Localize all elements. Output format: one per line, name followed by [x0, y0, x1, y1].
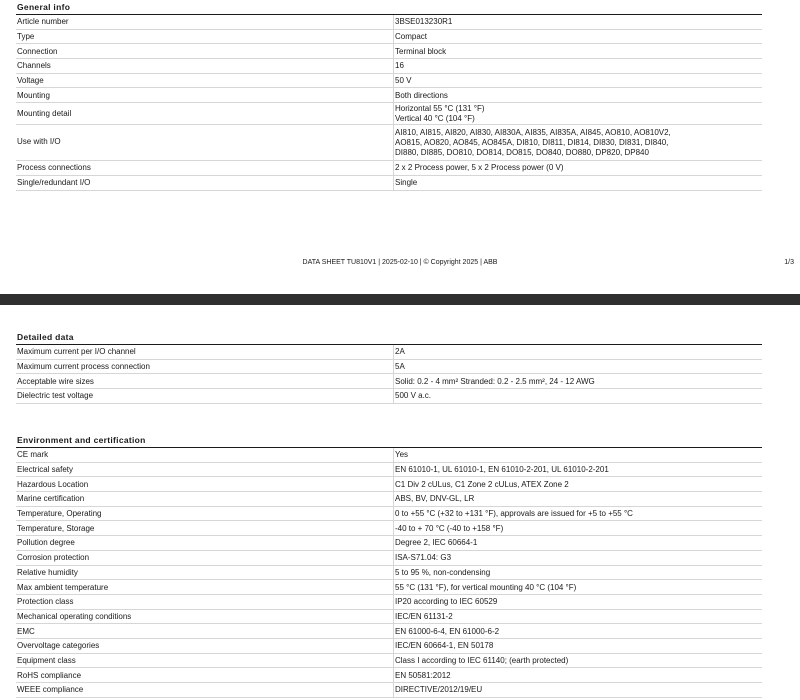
row-label: Single/redundant I/O — [16, 175, 394, 190]
row-value: IEC/EN 61131-2 — [394, 609, 763, 624]
row-value: Single — [394, 175, 763, 190]
row-label: Temperature, Storage — [16, 521, 394, 536]
row-value: 5 to 95 %, non-condensing — [394, 565, 763, 580]
row-value: Solid: 0.2 - 4 mm² Stranded: 0.2 - 2.5 mm², 24 - 12 AWG — [394, 374, 763, 389]
table-row — [16, 565, 762, 580]
row-label: Mounting detail — [16, 103, 394, 125]
table-row — [16, 161, 762, 176]
detailed-data-section — [16, 330, 762, 404]
table-row — [16, 624, 762, 639]
table-row — [16, 594, 762, 609]
row-value: Class I according to IEC 61140; (earth protected) — [394, 653, 763, 668]
row-value — [394, 103, 763, 125]
table-row — [16, 15, 762, 29]
row-label: EMC — [16, 624, 394, 639]
row-label: Temperature, Operating — [16, 506, 394, 521]
row-label: Electrical safety — [16, 462, 394, 477]
row-value: EN 61010-1, UL 61010-1, EN 61010-2-201, UL 61010-2-201 — [394, 462, 763, 477]
row-label: Use with I/O — [16, 125, 394, 161]
row-value: ABS, BV, DNV-GL, LR — [394, 492, 763, 507]
row-label: Process connections — [16, 161, 394, 176]
row-label: Max ambient temperature — [16, 580, 394, 595]
page-footer: DATA SHEET TU810V1 | 2025-02-10 | © Copyright 2025 | ABB — [302, 259, 498, 266]
row-value: Degree 2, IEC 60664-1 — [394, 536, 763, 551]
row-label: Channels — [16, 59, 394, 74]
row-label: WEEE compliance — [16, 683, 394, 698]
datasheet-page-2 — [0, 305, 800, 700]
table-row — [16, 73, 762, 88]
row-label: RoHS compliance — [16, 668, 394, 683]
table-row — [16, 462, 762, 477]
row-label: Mounting — [16, 88, 394, 103]
detailed-data-title: Detailed data — [16, 330, 762, 345]
table-row — [16, 477, 762, 492]
row-value: EN 50581:2012 — [394, 668, 763, 683]
table-row — [16, 29, 762, 44]
page-number: 1/3 — [784, 259, 794, 266]
table-row — [16, 683, 762, 698]
row-label: Pollution degree — [16, 536, 394, 551]
row-label: Voltage — [16, 73, 394, 88]
row-label: Maximum current per I/O channel — [16, 345, 394, 359]
page-separator — [0, 294, 800, 305]
datasheet-page-1 — [0, 0, 800, 294]
table-row — [16, 59, 762, 74]
environment-section — [16, 433, 762, 698]
row-value: 0 to +55 °C (+32 to +131 °F), approvals are issued for +5 to +55 °C — [394, 506, 763, 521]
table-row — [16, 521, 762, 536]
row-label: Mechanical operating conditions — [16, 609, 394, 624]
row-value: Yes — [394, 448, 763, 462]
table-row — [16, 550, 762, 565]
table-row — [16, 536, 762, 551]
row-value: 5A — [394, 359, 763, 374]
row-value: Compact — [394, 29, 763, 44]
table-row — [16, 609, 762, 624]
general-info-section — [16, 0, 762, 191]
row-value: -40 to + 70 °C (-40 to +158 °F) — [394, 521, 763, 536]
row-label: Type — [16, 29, 394, 44]
row-value: Terminal block — [394, 44, 763, 59]
row-value: IP20 according to IEC 60529 — [394, 594, 763, 609]
row-label: Overvoltage categories — [16, 638, 394, 653]
environment-table — [16, 448, 762, 698]
row-label: Maximum current process connection — [16, 359, 394, 374]
row-value: 16 — [394, 59, 763, 74]
table-row — [16, 44, 762, 59]
table-row — [16, 389, 762, 404]
row-label: CE mark — [16, 448, 394, 462]
value-line: AI810, AI815, AI820, AI830, AI830A, AI835, AI835A, AI845, AO810, AO810V2, — [395, 127, 671, 137]
row-label: Relative humidity — [16, 565, 394, 580]
table-row — [16, 668, 762, 683]
table-row — [16, 103, 762, 125]
table-row — [16, 345, 762, 359]
table-row — [16, 125, 762, 161]
detailed-data-table — [16, 345, 762, 404]
row-value: IEC/EN 60664-1, EN 50178 — [394, 638, 763, 653]
row-value: 55 °C (131 °F), for vertical mounting 40 °C (104 °F) — [394, 580, 763, 595]
general-info-title: General info — [16, 0, 762, 15]
row-value: Both directions — [394, 88, 763, 103]
row-label: Hazardous Location — [16, 477, 394, 492]
row-value: 500 V a.c. — [394, 389, 763, 404]
table-row — [16, 492, 762, 507]
row-value: DIRECTIVE/2012/19/EU — [394, 683, 763, 698]
row-value: 2 x 2 Process power, 5 x 2 Process power (0 V) — [394, 161, 763, 176]
row-label: Connection — [16, 44, 394, 59]
environment-title: Environment and certification — [16, 433, 762, 448]
value-line: DI880, DI885, DO810, DO814, DO815, DO840, DO880, DP820, DP840 — [395, 147, 649, 157]
row-label: Protection class — [16, 594, 394, 609]
row-value: C1 Div 2 cULus, C1 Zone 2 cULus, ATEX Zone 2 — [394, 477, 763, 492]
table-row — [16, 638, 762, 653]
table-row — [16, 175, 762, 190]
table-row — [16, 506, 762, 521]
row-label: Article number — [16, 15, 394, 29]
table-row — [16, 88, 762, 103]
value-line: AO815, AO820, AO845, AO845A, DI810, DI811, DI814, DI830, DI831, DI840, — [395, 137, 669, 147]
general-info-table — [16, 15, 762, 191]
table-row — [16, 359, 762, 374]
table-row — [16, 448, 762, 462]
table-row — [16, 653, 762, 668]
value-line: Horizontal 55 °C (131 °F) — [395, 103, 485, 113]
row-value — [394, 125, 763, 161]
row-value: 3BSE013230R1 — [394, 15, 763, 29]
row-label: Marine certification — [16, 492, 394, 507]
row-value: 2A — [394, 345, 763, 359]
table-row — [16, 374, 762, 389]
row-label: Equipment class — [16, 653, 394, 668]
row-label: Corrosion protection — [16, 550, 394, 565]
row-value: 50 V — [394, 73, 763, 88]
row-label: Dielectric test voltage — [16, 389, 394, 404]
row-value: EN 61000-6-4, EN 61000-6-2 — [394, 624, 763, 639]
row-label: Acceptable wire sizes — [16, 374, 394, 389]
table-row — [16, 580, 762, 595]
value-line: Vertical 40 °C (104 °F) — [395, 113, 475, 123]
row-value: ISA-S71.04: G3 — [394, 550, 763, 565]
